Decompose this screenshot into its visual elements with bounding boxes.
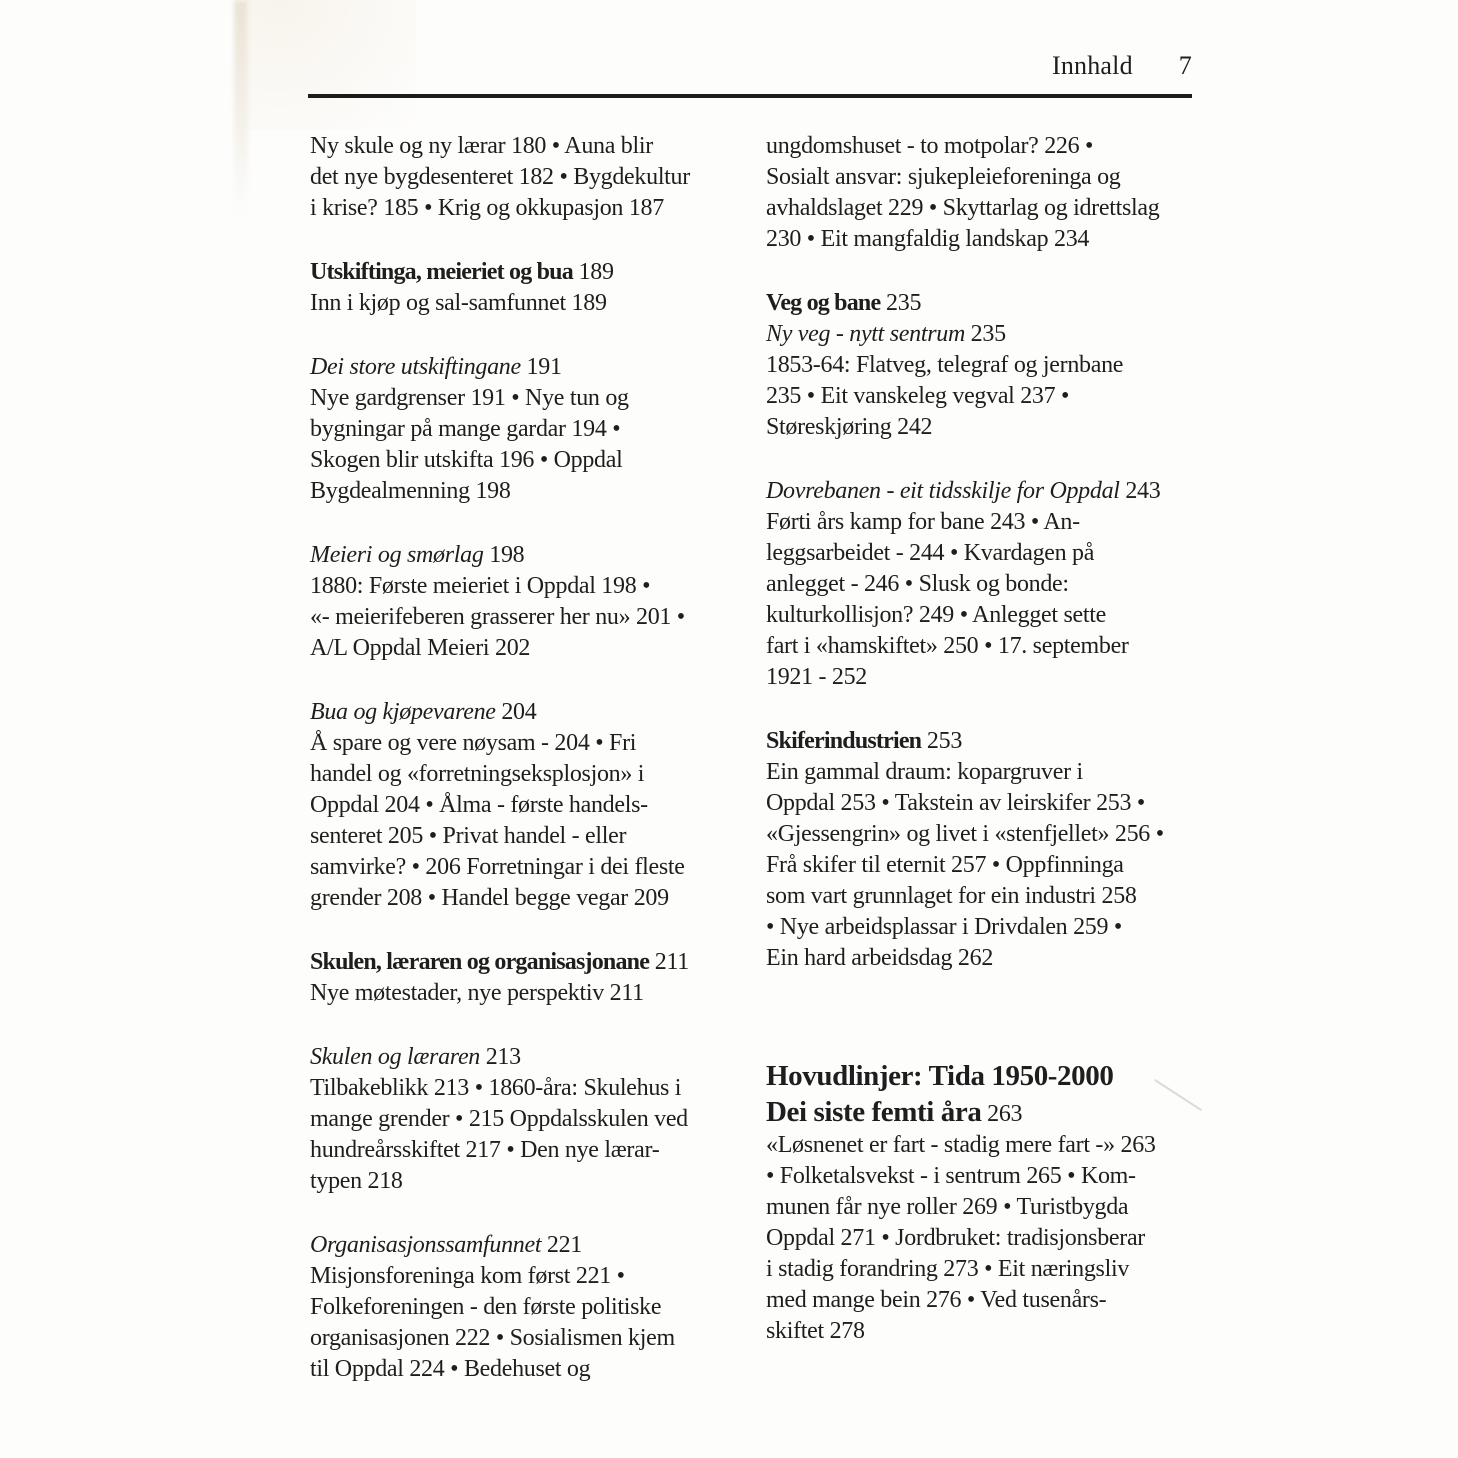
toc-line: Skulen, læraren og organisasjonane 211 [310,949,689,975]
page-header [308,50,1192,82]
toc-line: Dei siste femti åra 263 [766,1096,1023,1128]
toc-line: leggsarbeidet - 244 • Kvardagen på [766,540,1095,566]
toc-page-number: 243 [1119,478,1161,504]
toc-entry [310,257,762,319]
toc-page-number: 213 [480,1044,521,1070]
toc-line: Hovudlinjer: Tida 1950-2000 [766,1060,1114,1092]
toc-page-number: 263 [981,1101,1023,1127]
toc-column-left [310,131,762,1385]
toc-page-number: 235 [880,290,922,316]
toc-line: 1880: Første meieriet i Oppdal 198 • [310,573,651,599]
toc-line: Meieri og smørlag 198 [310,542,525,568]
toc-column-right [766,131,1218,1347]
toc-line: munen får nye roller 269 • Turistbygda [766,1194,1129,1220]
toc-line: • Nye arbeidsplassar i Drivdalen 259 • [766,914,1122,940]
toc-line: 230 • Eit mangfaldig landskap 234 [766,226,1090,252]
toc-line: Veg og bane 235 [766,290,922,316]
toc-line: med mange bein 276 • Ved tusenårs- [766,1287,1107,1313]
toc-line: samvirke? • 206 Forretningar i dei fleste [310,854,685,880]
toc-line: Sosialt ansvar: sjukepleieforeninga og [766,164,1121,190]
toc-line: skiftet 278 [766,1318,865,1344]
toc-page-number: 253 [921,728,963,754]
toc-line: «- meierifeberen grasserer her nu» 201 • [310,604,685,630]
toc-line: organisasjonen 222 • Sosialismen kjem [310,1325,675,1351]
toc-line: A/L Oppdal Meieri 202 [310,635,531,661]
toc-line: ungdomshuset - to motpolar? 226 • [766,133,1094,159]
toc-line: Bua og kjøpevarene 204 [310,699,537,725]
toc-entry [310,352,762,507]
toc-line: til Oppdal 224 • Bedehuset og [310,1356,591,1382]
toc-line: 1921 - 252 [766,664,867,690]
toc-page-number: 235 [964,321,1006,347]
toc-line: Oppdal 204 • Ålma - første handels- [310,792,648,818]
toc-line: Ny skule og ny lærar 180 • Auna blir [310,133,653,159]
toc-line: «Løsnenet er fart - stadig mere fart -» 263 [766,1132,1156,1158]
page-number: 7 [1178,51,1192,80]
toc-line: kulturkollisjon? 249 • Anlegget sette [766,602,1106,628]
toc-line: Organisasjonssamfunnet 221 [310,1232,583,1258]
toc-page-number: 191 [520,354,562,380]
toc-entry [766,1058,1218,1347]
toc-entry [310,1230,762,1385]
toc-line: Ein gammal draum: kopargruver i [766,759,1083,785]
toc-line: Frå skifer til eternit 257 • Oppfinninga [766,852,1124,878]
toc-line: Skiferindustrien 253 [766,728,963,754]
toc-line: Nye gardgrenser 191 • Nye tun og [310,385,629,411]
toc-page-number: 198 [483,542,525,568]
toc-line: som vart grunnlaget for ein industri 258 [766,883,1137,909]
toc-line: Skogen blir utskifta 196 • Oppdal [310,447,623,473]
toc-line: det nye bygdesenteret 182 • Bygdekultur [310,164,690,190]
toc-entry [310,947,762,1009]
toc-line: bygningar på mange gardar 194 • [310,416,621,442]
toc-line: fart i «hamskiftet» 250 • 17. september [766,633,1129,659]
toc-entry [766,131,1218,255]
toc-entry [310,1042,762,1197]
toc-line: avhaldslaget 229 • Skyttarlag og idrettslag [766,195,1160,221]
toc-page-number: 189 [572,259,614,285]
toc-line: Bygdealmenning 198 [310,478,511,504]
toc-line: • Folketalsvekst - i sentrum 265 • Kom- [766,1163,1136,1189]
toc-line: handel og «forretningseksplosjon» i [310,761,645,787]
toc-line: Førti års kamp for bane 243 • An- [766,509,1080,535]
toc-line: Dei store utskiftingane 191 [310,354,562,380]
toc-line: Oppdal 271 • Jordbruket: tradisjonsberar [766,1225,1145,1251]
toc-line: i krise? 185 • Krig og okkupasjon 187 [310,195,664,221]
toc-line: Folkeforeningen - den første politiske [310,1294,662,1320]
toc-line: Oppdal 253 • Takstein av leirskifer 253 • [766,790,1145,816]
toc-line: anlegget - 246 • Slusk og bonde: [766,571,1069,597]
toc-page-number: 221 [541,1232,583,1258]
toc-entry [766,288,1218,443]
toc-entry [310,697,762,914]
toc-line: typen 218 [310,1168,403,1194]
toc-entry [766,726,1218,974]
toc-page-number: 211 [649,949,689,975]
toc-line: Tilbakeblikk 213 • 1860-åra: Skulehus i [310,1075,682,1101]
toc-page-number: 204 [495,699,537,725]
header-rule [308,94,1192,98]
toc-line: Ny veg - nytt sentrum 235 [766,321,1006,347]
toc-line: hundreårsskiftet 217 • Den nye lærar- [310,1137,660,1163]
page-header-title: Innhald [1051,51,1133,80]
toc-line: Å spare og vere nøysam - 204 • Fri [310,730,637,756]
toc-entry [766,476,1218,693]
toc-line: i stadig forandring 273 • Eit næringsliv [766,1256,1130,1282]
toc-entry [310,540,762,664]
toc-entry [310,131,762,224]
toc-line: Dovrebanen - eit tidsskilje for Oppdal 243 [766,478,1161,504]
toc-line: Inn i kjøp og sal-samfunnet 189 [310,290,607,316]
toc-line: «Gjessengrin» og livet i «stenfjellet» 256 • [766,821,1164,847]
toc-line: senteret 205 • Privat handel - eller [310,823,627,849]
toc-line: 1853-64: Flatveg, telegraf og jernbane [766,352,1124,378]
toc-line: grender 208 • Handel begge vegar 209 [310,885,669,911]
toc-line: Utskiftinga, meieriet og bua 189 [310,259,614,285]
toc-line: Skulen og læraren 213 [310,1044,521,1070]
toc-line: Nye møtestader, nye perspektiv 211 [310,980,644,1006]
toc-line: 235 • Eit vanskeleg vegval 237 • [766,383,1070,409]
toc-line: Støreskjøring 242 [766,414,933,440]
toc-line: mange grender • 215 Oppdalsskulen ved [310,1106,688,1132]
toc-line: Ein hard arbeidsdag 262 [766,945,994,971]
toc-line: Misjonsforeninga kom først 221 • [310,1263,625,1289]
